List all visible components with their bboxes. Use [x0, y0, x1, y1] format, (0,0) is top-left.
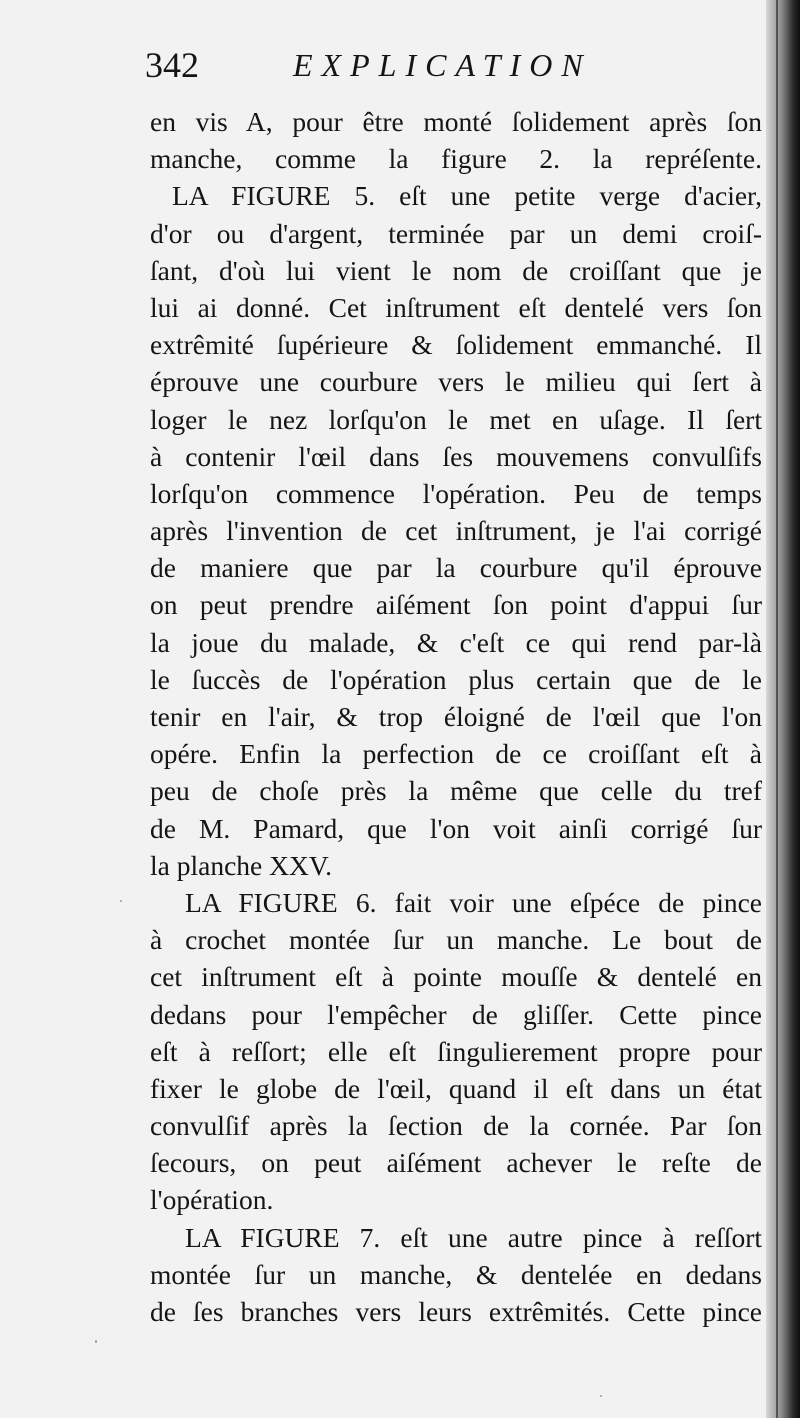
paragraph-start-line: LA FIGURE 6. fait voir une eſpéce de pince — [185, 886, 762, 918]
text-line: d'or ou d'argent, terminée par un demi croiſ- — [150, 217, 762, 249]
paper-speck — [120, 900, 122, 902]
text-line: à contenir l'œil dans ſes mouvemens convulſifs — [150, 440, 762, 472]
text-line: lui ai donné. Cet inſtrument eſt dentelé vers ſon — [150, 291, 762, 323]
text-line: en vis A, pour être monté ſolidement après ſon — [150, 106, 762, 137]
text-line: loger le nez lorſqu'on le met en uſage. Il ſert — [150, 403, 762, 435]
text-line: le ſuccès de l'opération plus certain que de le — [150, 663, 762, 695]
paragraph-start-line: LA FIGURE 7. eſt une autre pince à reſſort — [185, 1221, 762, 1253]
text-line: opére. Enfin la perfection de ce croiſſant eſt à — [150, 738, 762, 770]
text-line: l'opération. — [150, 1184, 274, 1216]
text-line: peu de choſe près la même que celle du tref — [150, 775, 762, 807]
text-line: après l'invention de cet inſtrument, je l'ai corrigé — [150, 515, 762, 547]
running-head: EXPLICATION — [293, 47, 592, 83]
text-line: de M. Pamard, que l'on voit ainſi corrigé ſur — [150, 812, 762, 844]
paragraph-start-line: LA FIGURE 5. eſt une petite verge d'acier, — [172, 180, 762, 212]
paper-speck — [600, 1395, 602, 1397]
text-line: montée ſur un manche, & dentelée en dedans — [150, 1258, 762, 1290]
text-line: lorſqu'on commence l'opération. Peu de temps — [150, 477, 762, 509]
text-line: extrêmité ſupérieure & ſolidement emmanché. Il — [150, 329, 762, 361]
text-line: dedans pour l'empêcher de gliſſer. Cette pince — [150, 998, 762, 1030]
text-line: éprouve une courbure vers le milieu qui ſert à — [150, 366, 762, 398]
text-body — [150, 103, 762, 1330]
text-line: la joue du malade, & c'eſt ce qui rend par-là — [150, 626, 762, 658]
text-line: cet inſtrument eſt à pointe mouſſe & dentelé en — [150, 961, 762, 993]
page-edge — [776, 0, 778, 1418]
text-line: ſecours, on peut aiſément achever le reſte de — [150, 1147, 762, 1179]
text-line: la planche XXV. — [150, 849, 333, 881]
text-line: eſt à reſſort; elle eſt ſingulierement propre pour — [150, 1035, 762, 1067]
paper-speck — [95, 1340, 97, 1343]
page-header — [145, 40, 765, 90]
text-line: de ſes branches vers leurs extrêmités. Cette pince — [150, 1296, 762, 1327]
text-line: à crochet montée ſur un manche. Le bout de — [150, 924, 762, 956]
text-line: on peut prendre aiſément ſon point d'appui ſur — [150, 589, 762, 621]
text-line: de maniere que par la courbure qu'il éprouve — [150, 552, 762, 584]
text-line: manche, comme la figure 2. la repréſente. — [150, 143, 762, 175]
text-line: tenir en l'air, & trop éloigné de l'œil que l'on — [150, 701, 762, 732]
text-line: ſant, d'où lui vient le nom de croiſſant que je — [150, 254, 762, 286]
text-line: convulſif après la ſection de la cornée. Par ſon — [150, 1110, 762, 1142]
page-binding-shadow — [766, 0, 800, 1418]
page-number: 342 — [145, 45, 199, 85]
text-line: fixer le globe de l'œil, quand il eſt dans un état — [150, 1072, 762, 1104]
